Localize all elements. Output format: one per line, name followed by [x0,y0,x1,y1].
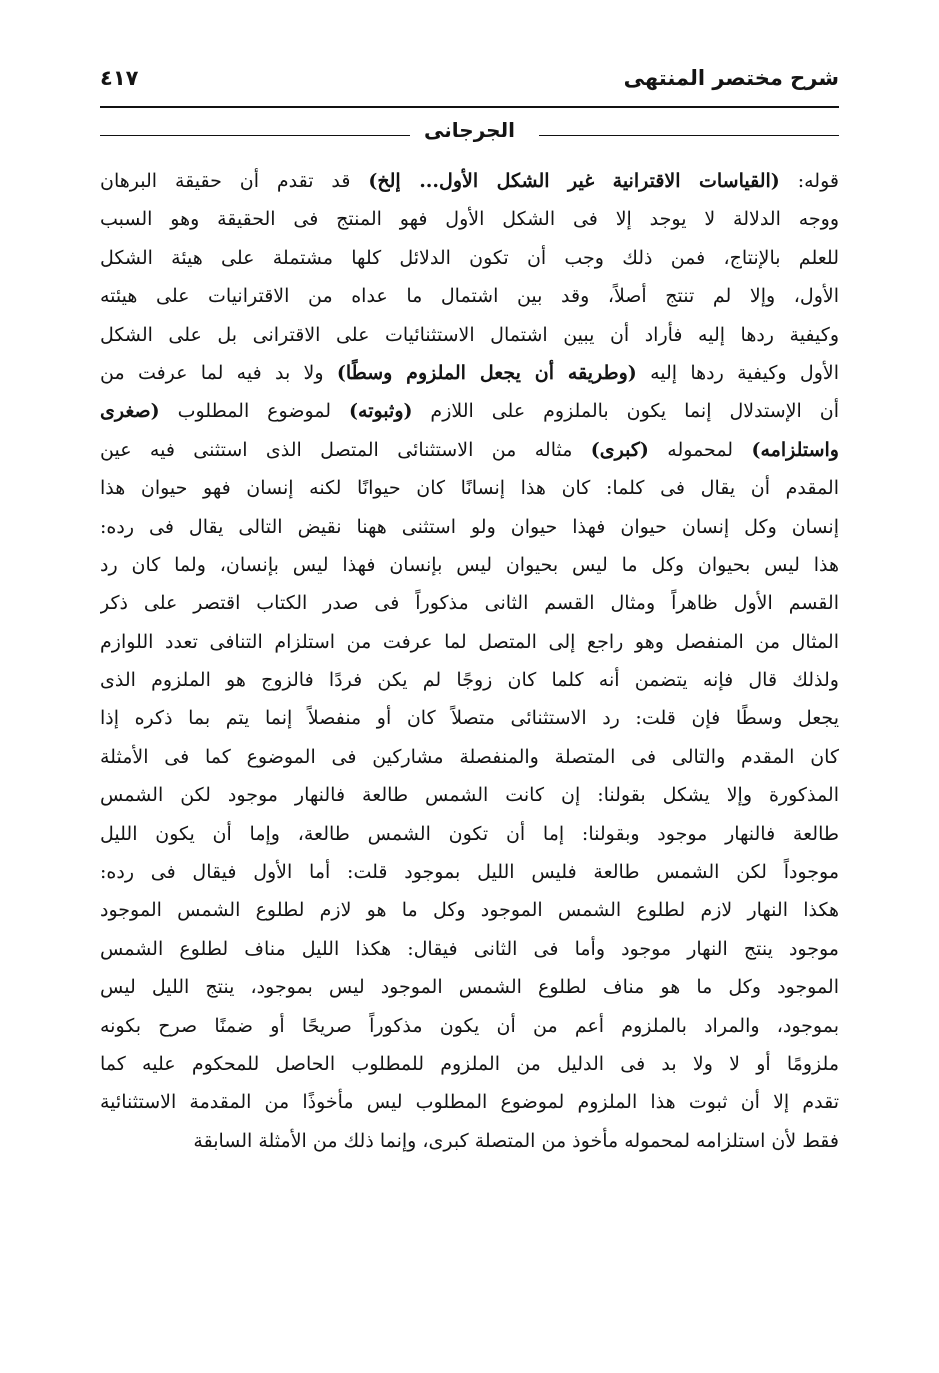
commentary-segment: بموجود، والمراد بالملزوم أعم من أن يكون مذكوراً صريحًا أو ضمنًا صرح بكونه [100,1014,839,1037]
quoted-matn-segment: (وطريقه أن يجعل الملزوم وسطًا) [336,361,637,384]
text-line [100,1007,839,1045]
quoted-matn-segment: (القياسات الاقترانية غير الشكل الأول... إلخ) [368,170,780,192]
commentary-segment: ولا بد فيه لما عرفت من [100,361,337,384]
running-book-title: شرح مختصر المنتهى [623,66,839,90]
text-line [100,968,839,1006]
commentary-segment: لموضوع المطلوب [159,400,350,423]
commentary-segment: موجود ينتج النهار موجود وأما فى الثانى فيقال: هكذا الليل مناف لطلوع الشمس [100,937,839,960]
quoted-matn-segment: (كبرى) [590,438,649,461]
text-line [100,584,839,622]
text-line [100,891,839,929]
text-line [100,1122,839,1160]
commentary-segment: كان المقدم والتالى فى المتصلة والمنفصلة مشاركين فى الموضوع كما فى الأمثلة [100,745,839,768]
text-line [100,239,839,277]
text-line [100,1083,839,1121]
commentary-segment: ولذلك قال فإنه يتضمن أنه كلما كان زوجًا لم يكن فردًا فالزوج هو الملزوم الذى [100,669,839,692]
quoted-matn-segment: (صغرى [100,400,160,423]
commentary-segment: المثال من المنفصل وهو راجع إلى المتصل لما عرفت من استلزام التنافى تعدد اللوازم [100,630,839,653]
commentary-segment: فقط لأن استلزامه لمحموله مأخوذ من المتصلة كبرى، وإنما ذلك من الأمثلة السابقة [193,1129,839,1152]
text-line [100,200,839,238]
text-line [100,699,839,737]
text-line [100,508,839,546]
text-line [100,546,839,584]
commentary-segment: قوله: [779,170,839,192]
commentary-segment: لمحموله [648,438,752,461]
page-header [100,66,839,106]
commentary-segment: المذكورة وإلا يشكل بقولنا: إن كانت الشمس طالعة فالنهار موجود لكن الشمس [100,784,839,807]
quoted-matn-segment: واستلزامه) [751,438,839,461]
header-rule [100,106,839,108]
text-line [100,316,839,354]
text-line [100,661,839,699]
text-line [100,1045,839,1083]
quoted-matn-segment: (وثبوته) [349,400,413,423]
commentary-segment: الموجود وكل ما هو مناف لطلوع الشمس الموجود ليس بموجود، ينتج الليل ليس [100,976,839,999]
commentary-segment: إنسان وكل إنسان حيوان فهذا حيوان ولو استثنى ههنا نقيض التالى يقال فى رده: [100,515,839,538]
text-line [100,354,839,392]
text-line [100,277,839,315]
text-line [100,815,839,853]
commentary-segment: ووجه الدلالة لا يوجد إلا فى الشكل الأول فهو المنتج فى الحقيقة وهو السبب [100,208,839,231]
text-line [100,469,839,507]
text-line [100,623,839,661]
commentator-name: الجرجانى [424,118,515,142]
text-line [100,431,839,469]
commentary-segment: ملزومًا أو لا ولا بد فى الدليل من الملزوم للمطلوب الحاصل للمحكوم عليه كما [100,1052,839,1075]
commentary-segment: القسم الأول ظاهراً ومثال القسم الثانى مذكوراً فى صدر الكتاب اقتصر على ذكر [100,592,839,615]
commentary-segment: المقدم أن يقال فى كلما: كان هذا إنسانًا كان حيوانًا لكنه إنسان فهو حيوان هذا [100,477,839,500]
commentary-segment: للعلم بالإنتاج، فمن ذلك وجب أن تكون الدلائل كلها مشتملة على هيئة الشكل [100,246,839,269]
commentary-segment: قد تقدم أن حقيقة البرهان [100,170,369,192]
commentary-segment: يجعل وسطًا فإن قلت: رد الاستثنائى متصلاً كان أو منفصلاً إنما يتم بما ذكره إذا [100,707,839,730]
commentary-segment: وكيفية ردها إليه فأراد أن يبين اشتمال الاستثنائيات على الاقترانى بل على الشكل [100,323,839,346]
page-number: ٤١٧ [100,66,139,90]
commentary-segment: الأول، وإلا لم تنتج أصلاً، وقد بين اشتمال ما عداه من الاقترانيات على هيئته [100,285,839,308]
commentary-segment: طالعة فالنهار موجود وبقولنا: إما أن تكون الشمس طالعة، وإما أن يكون الليل [100,822,839,845]
text-line [100,162,839,200]
text-line [100,738,839,776]
commentary-segment: تقدم إلا أن ثبوت هذا الملزوم لموضوع المطلوب ليس مأخوذًا من المقدمة الاستثنائية [100,1091,839,1114]
body-text [100,162,839,1160]
commentary-segment: هذا ليس بحيوان وكل ما ليس بحيوان ليس بإنسان فهذا ليس بإنسان، ولما كان رد [100,553,839,576]
commentary-segment: هكذا النهار لازم لطلوع الشمس الموجود وكل ما هو لازم لطلوع الشمس الموجود [100,899,839,922]
commentary-segment: مثاله من الاستثنائى المتصل الذى استثنى فيه عين [100,438,591,461]
section-heading [100,118,839,152]
text-line [100,776,839,814]
commentary-segment: موجوداً لكن الشمس طالعة فليس الليل بموجود قلت: أما الأول فيقال فى رده: [100,861,839,884]
commentary-segment: أن الإستدلال إنما يكون بالملزوم على اللازم [412,400,839,423]
text-line [100,392,839,430]
commentary-segment: الأول وكيفية ردها إليه [636,361,839,384]
text-line [100,930,839,968]
text-line [100,853,839,891]
